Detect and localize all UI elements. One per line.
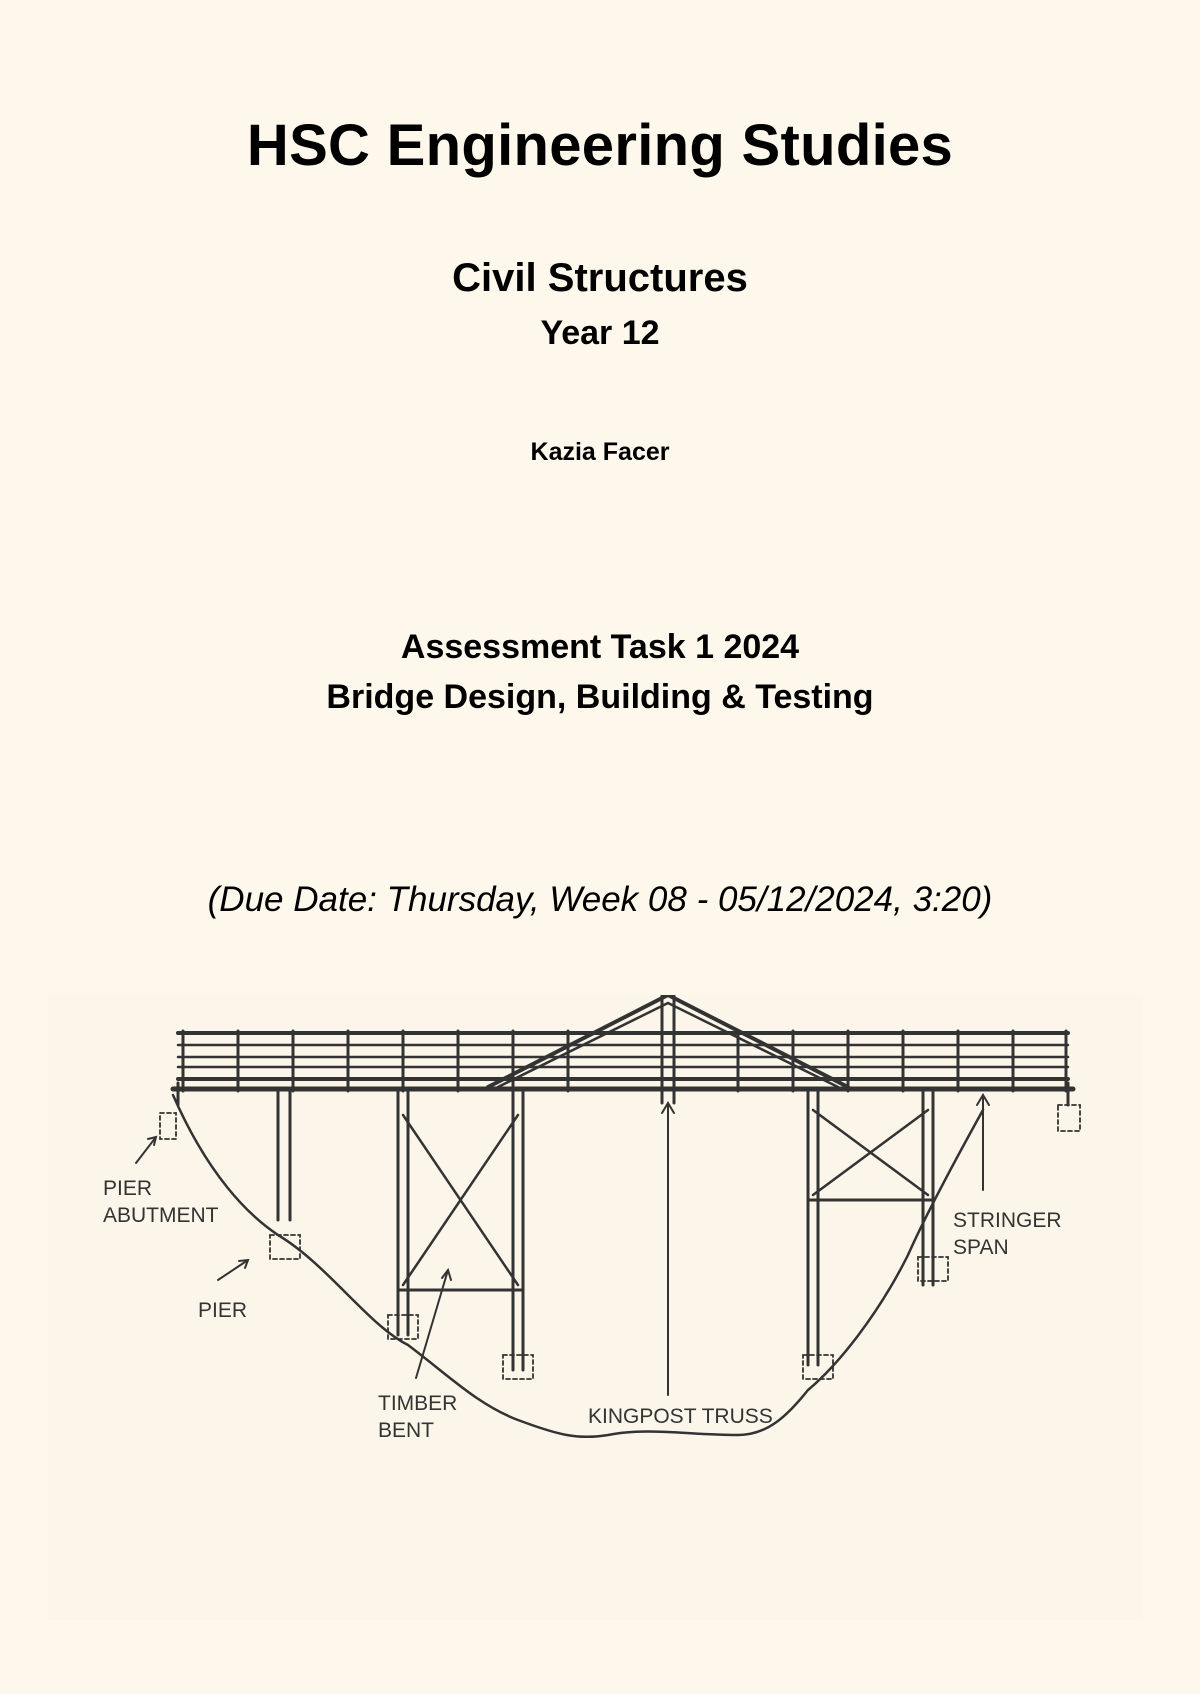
bridge-drawing [48, 995, 1143, 1620]
label-stringer-span-1: STRINGER [953, 1209, 1062, 1232]
label-pier-abutment-1: PIER [103, 1177, 153, 1200]
label-stringer-span-2: SPAN [953, 1236, 1009, 1259]
label-timber-bent-2: BENT [378, 1419, 435, 1442]
label-timber-bent-1: TIMBER [378, 1392, 458, 1415]
assessment-task: Assessment Task 1 2024 [400, 628, 800, 666]
timber-bent-left [398, 1091, 523, 1370]
bridge-diagram [48, 995, 1143, 1620]
timber-bent-right [808, 1091, 933, 1365]
label-kingpost-truss: KINGPOST TRUSS [588, 1405, 773, 1428]
due-date: (Due Date: Thursday, Week 08 - 05/12/2024, 3:20) [207, 880, 993, 919]
year-level: Year 12 [540, 314, 660, 352]
task-topic: Bridge Design, Building & Testing [326, 678, 874, 716]
subject-heading: Civil Structures [452, 256, 748, 300]
label-pier: PIER [198, 1299, 248, 1322]
label-pier-abutment-2: ABUTMENT [103, 1204, 219, 1227]
document-title: HSC Engineering Studies [246, 113, 954, 178]
author-name: Kazia Facer [530, 438, 670, 466]
